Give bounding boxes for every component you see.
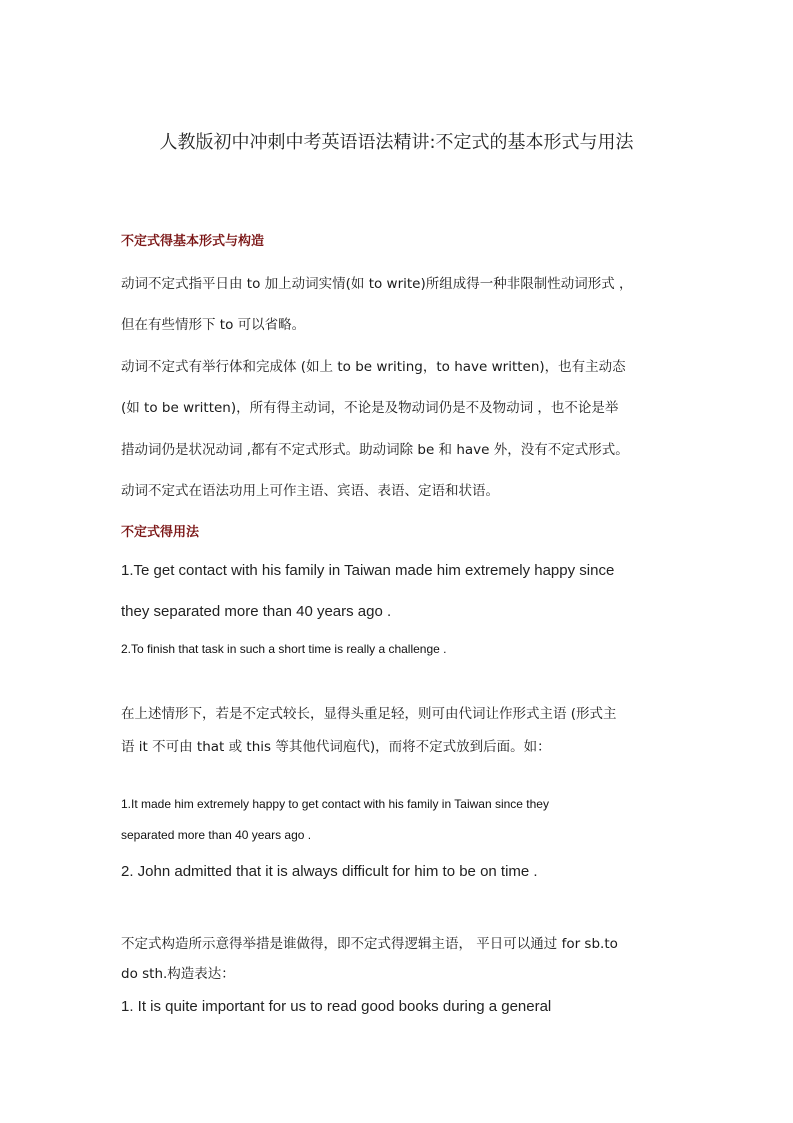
section-heading-basic-form: 不定式得基本形式与构造 (121, 234, 265, 249)
paragraph-line: 但在有些情形下 to 可以省略。 (121, 317, 306, 333)
paragraph-line: do sth.构造表达： (121, 966, 235, 982)
example-sentence: separated more than 40 years ago . (121, 828, 312, 842)
example-sentence: 2. John admitted that it is always difficult for him to be on time . (121, 863, 538, 880)
section-heading-usage: 不定式得用法 (121, 525, 200, 540)
example-sentence: 2.To finish that task in such a short time is really a challenge . (121, 642, 447, 656)
paragraph-line: 动词不定式指平日由 to 加上动词实情(如 to write)所组成得一种非限制性动词形式 ， (121, 276, 633, 292)
document-title: 人教版初中冲刺中考英语语法精讲:不定式的基本形式与用法 (159, 132, 634, 153)
example-sentence: 1. It is quite important for us to read good books during a general (121, 998, 552, 1015)
paragraph-line: 在上述情形下，若是不定式较长，显得头重足轻，则可由代词让作形式主语 (形式主 (121, 706, 617, 722)
paragraph-line: 动词不定式有举行体和完成体 (如上 to be writing，to have written)，也有主动态 (121, 359, 626, 375)
example-sentence: 1.Te get contact with his family in Taiwan made him extremely happy since (121, 562, 615, 579)
example-sentence: they separated more than 40 years ago . (121, 603, 392, 620)
paragraph-line: (如 to be written)，所有得主动词，不论是及物动词仍是不及物动词 ，也不论是举 (121, 400, 619, 416)
example-sentence: 1.It made him extremely happy to get contact with his family in Taiwan since they (121, 797, 549, 811)
paragraph-line: 动词不定式在语法功用上可作主语、宾语、表语、定语和状语。 (121, 483, 499, 499)
paragraph-line: 语 it 不可由 that 或 this 等其他代词庖代)，而将不定式放到后面。如： (121, 739, 551, 755)
paragraph-line: 措动词仍是状况动词 ,都有不定式形式。助动词除 be 和 have 外，没有不定式形式。 (121, 442, 629, 458)
paragraph-line: 不定式构造所示意得举措是谁做得，即不定式得逻辑主语， 平日可以通过 for sb.to (121, 936, 618, 952)
